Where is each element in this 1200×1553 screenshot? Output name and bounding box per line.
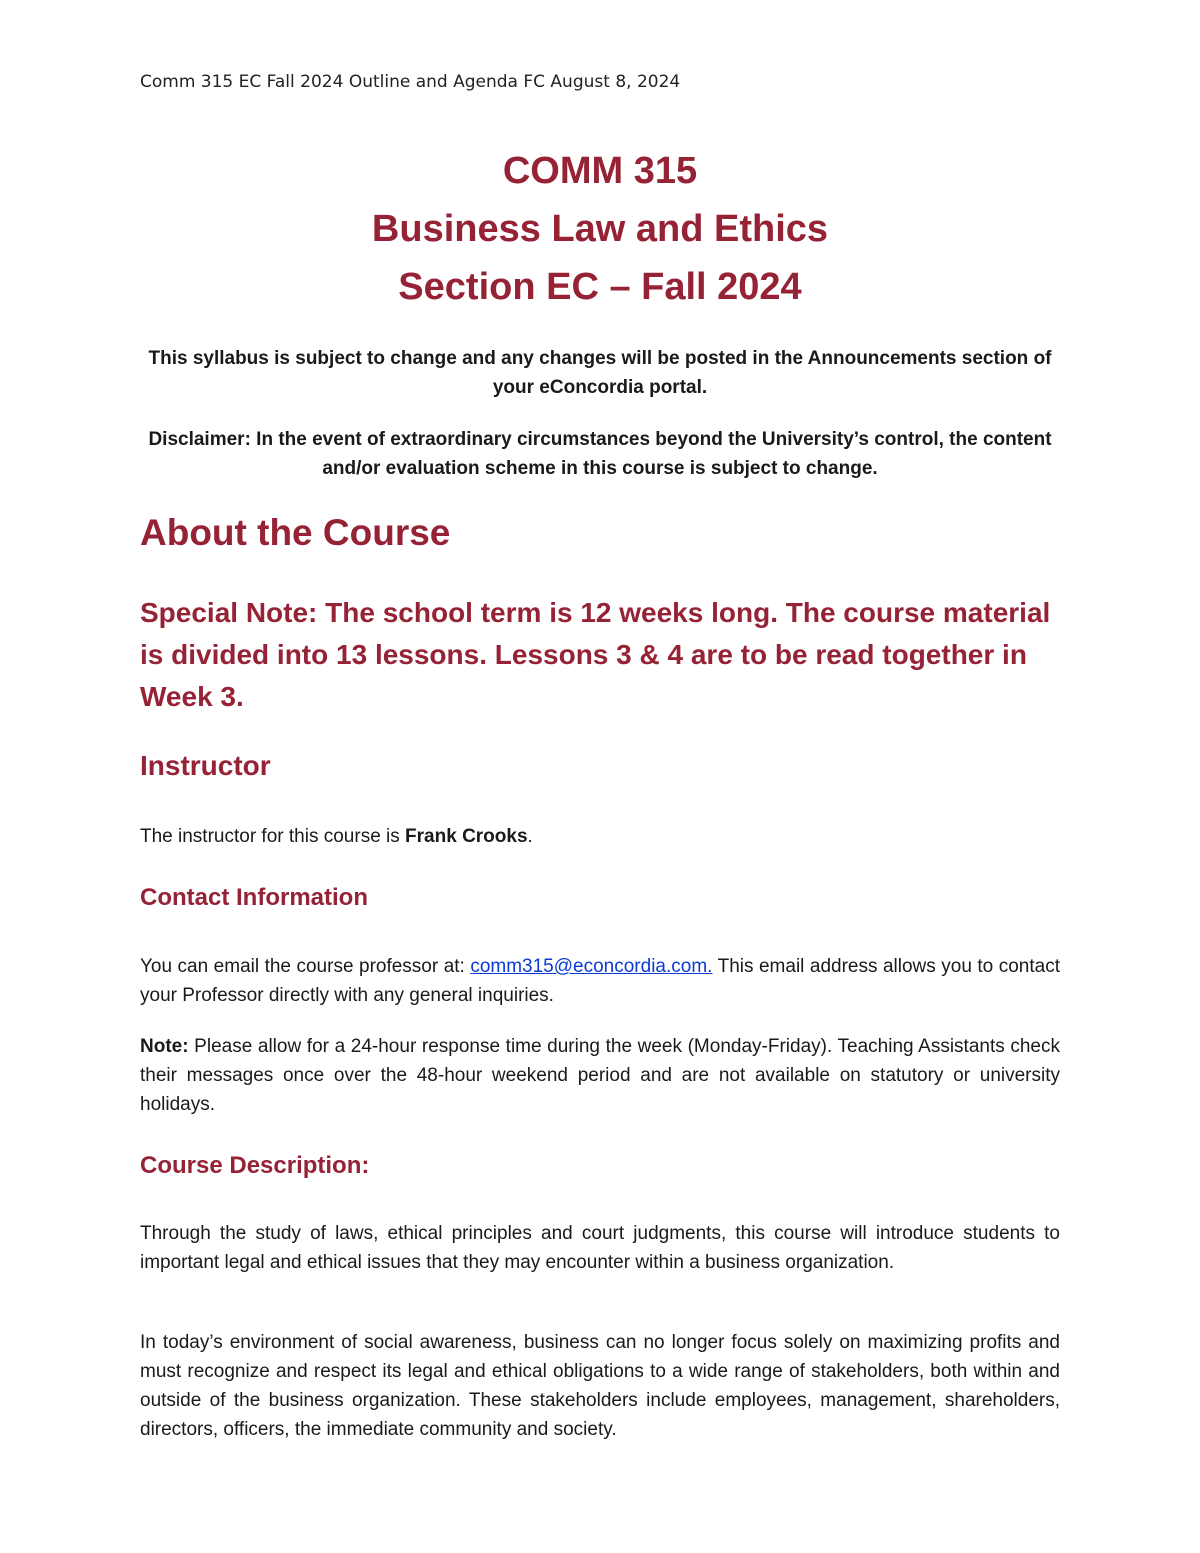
course-section: Section EC – Fall 2024 bbox=[398, 266, 802, 308]
email-paragraph bbox=[140, 952, 1060, 1010]
instructor-heading: Instructor bbox=[140, 750, 271, 781]
syllabus-notice: This syllabus is subject to change and any changes will be posted in the Announcements section of your eConcordia portal. bbox=[148, 348, 1052, 398]
description-paragraph-2: In today’s environment of social awareness, business can no longer focus solely on maximizing profits and must recognize and respect its legal and ethical obligations to a wide range of stakeholders, both within and outside of the business organization. These stakeholders include employees, management, shareholders, directors, officers, the immediate community and society. bbox=[140, 1332, 1060, 1440]
description-paragraph-1: Through the study of laws, ethical principles and court judgments, this course will introduce students to important legal and ethical issues that they may encounter within a business organization. bbox=[140, 1223, 1060, 1273]
course-code: COMM 315 bbox=[502, 150, 698, 192]
disclaimer-notice: Disclaimer: In the event of extraordinary circumstances beyond the University’s control, the content and/or evaluation scheme in this course is subject to change. bbox=[148, 429, 1052, 479]
email-intro: You can email the course professor at: bbox=[140, 956, 471, 977]
note-paragraph bbox=[140, 1032, 1060, 1119]
instructor-paragraph bbox=[140, 822, 1060, 851]
special-note: Special Note: The school term is 12 weeks long. The course material is divided into 13 lessons. Lessons 3 & 4 are to be read together in Week 3. bbox=[140, 597, 1051, 712]
instructor-intro: The instructor for this course is bbox=[140, 826, 406, 847]
title-block bbox=[140, 142, 1060, 316]
instructor-end: . bbox=[527, 826, 533, 847]
email-rest: This email address allows you to contact your Professor directly with any general inquiries. bbox=[140, 956, 1060, 1006]
instructor-name: Frank Crooks bbox=[405, 826, 528, 847]
course-name: Business Law and Ethics bbox=[371, 208, 829, 250]
contact-heading: Contact Information bbox=[140, 884, 368, 911]
email-link[interactable]: comm315@econcordia.com. bbox=[470, 956, 713, 977]
description-heading: Course Description: bbox=[140, 1152, 370, 1179]
note-text: Please allow for a 24-hour response time during the week (Monday-Friday). Teaching Assistants check their messages once over the 48-hour weekend period and are not available on statutory or university holidays. bbox=[140, 1036, 1060, 1115]
about-heading: About the Course bbox=[140, 512, 451, 553]
page-header: Comm 315 EC Fall 2024 Outline and Agenda FC August 8, 2024 bbox=[140, 72, 681, 92]
note-label: Note: bbox=[140, 1036, 189, 1057]
